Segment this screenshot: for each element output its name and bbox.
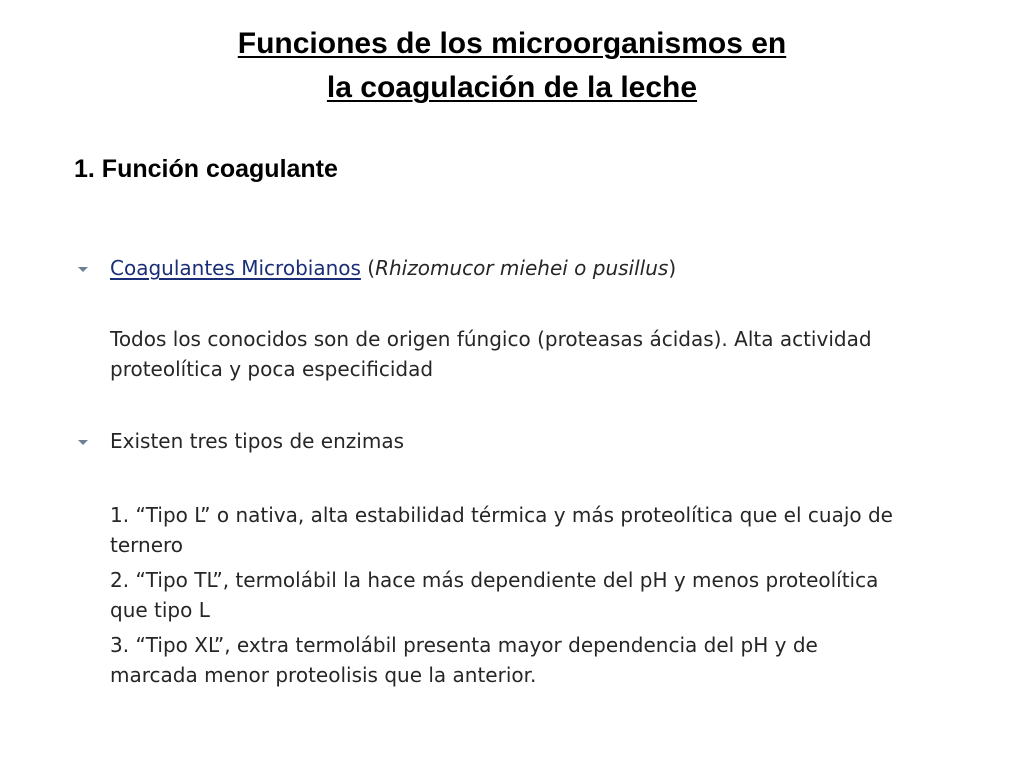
section-heading: 1. Función coagulante (74, 155, 338, 183)
enzyme-type-item: 2. “Tipo TL”, termolábil la hace más dependiente del pH y menos proteolítica que tipo L (110, 568, 879, 622)
coagulantes-microbianos-link[interactable]: Coagulantes Microbianos (110, 256, 361, 280)
species-paren-open: ( (360, 256, 376, 280)
enzyme-type-list (110, 500, 910, 695)
enzyme-type-item: 1. “Tipo L” o nativa, alta estabilidad térmica y más proteolítica que el cuajo de ternero (110, 503, 893, 557)
triangle-down-icon (76, 437, 90, 449)
enzyme-type-item: 3. “Tipo XL”, extra termolábil presenta mayor dependencia del pH y de marcada menor proteolisis que la anterior. (110, 633, 818, 687)
bullet-tipos-enzimas: Existen tres tipos de enzimas (110, 429, 404, 453)
slide-title (0, 22, 1024, 110)
triangle-down-icon (76, 264, 90, 276)
slide-title-line-2: la coagulación de la leche (326, 71, 698, 104)
slide-title-line-1: Funciones de los microorganismos en (237, 27, 787, 60)
bullet-coagulantes-microbianos (110, 254, 676, 282)
species-paren-close: ) (668, 256, 677, 280)
species-name: Rhizomucor miehei o pusillus (375, 256, 669, 280)
coagulantes-description: Todos los conocidos son de origen fúngico (proteasas ácidas). Alta actividad proteolítica y poca especificidad (110, 327, 872, 381)
